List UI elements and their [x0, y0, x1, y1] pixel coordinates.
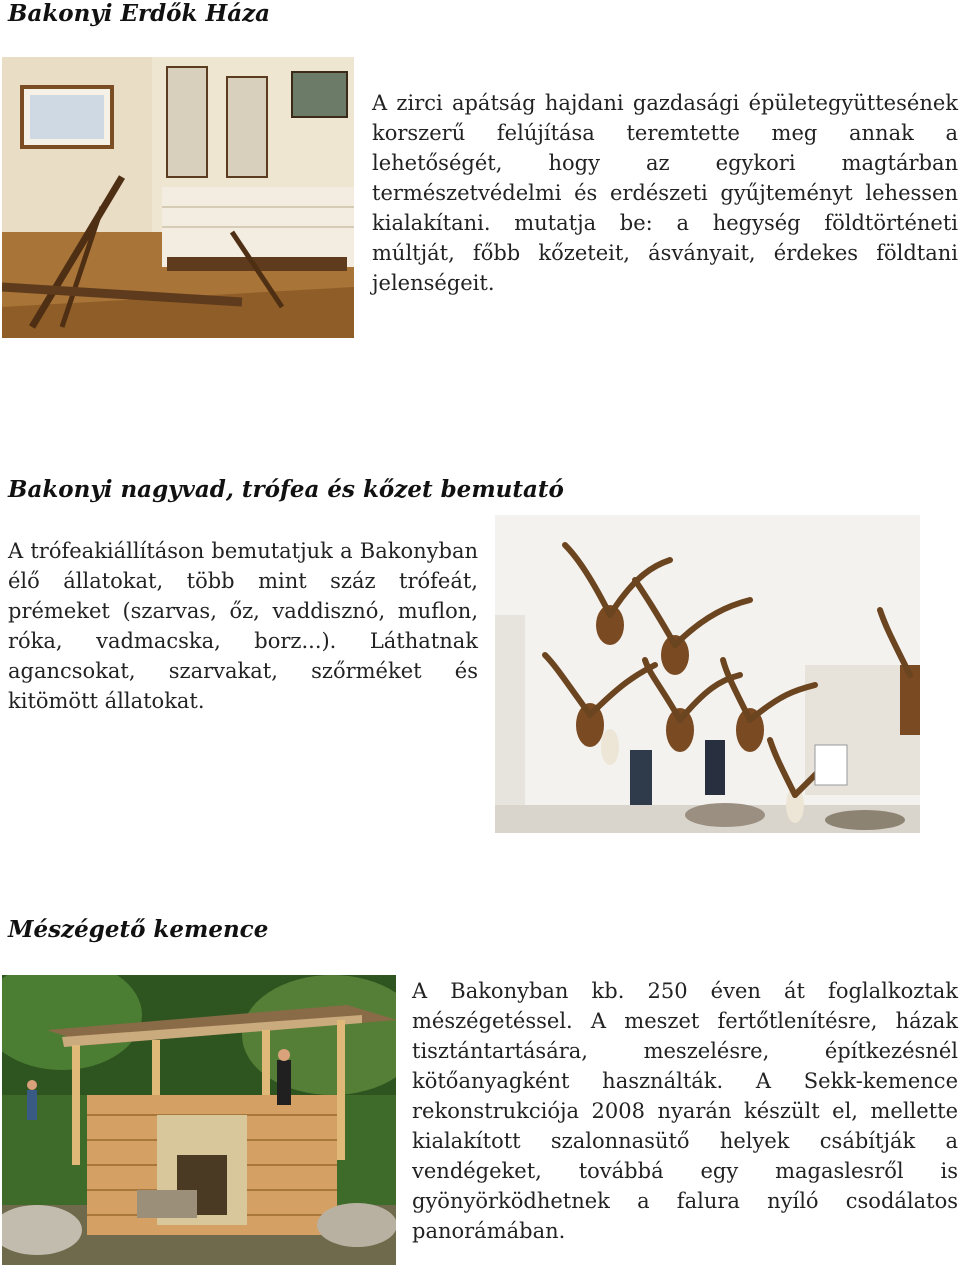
section-2-text: A trófeakiállításon bemutatjuk a Bakonyban élő állatokat, több mint száz trófeát, prémeket (szarvas, őz, vaddisznó, muflon, róka, vadmacska, borz...). Láthatnak agancsokat, szarvakat, szőrméket és kitömött állatokat. [8, 539, 478, 713]
section-2-heading: Bakonyi nagyvad, trófea és kőzet bemutató [8, 476, 564, 503]
museum-interior-photo [2, 57, 354, 338]
section-1-heading: Bakonyi Erdők Háza [8, 0, 271, 27]
section-3-heading: Mészégető kemence [8, 916, 269, 943]
trophy-wall-photo [495, 515, 920, 833]
section-3-text: A Bakonyban kb. 250 éven át foglalkoztak mészégetéssel. A meszet fertőtlenítésre, házak tisztántartására, meszelésre, építkezésnél kötőanyagként használták. A Sekk-kemence rekonstrukciója 2008 nyarán készült el, mellette kialakított szalonnasütő helyek csábítják a vendégeket, továbbá egy magaslesről is gyönyörködhetnek a falura nyíló csodálatos panorámában. [412, 979, 958, 1243]
section-1-text: A zirci apátság hajdani gazdasági épületegyüttesének korszerű felújítása teremtette meg annak a lehetőségét, hogy az egykori magtárban természetvédelmi és erdészeti gyűjteményt lehessen kialakítani. mutatja be: a hegység földtörténeti múltját, főbb kőzeteit, ásványait, érdekes földtani jelenségeit. [372, 91, 958, 295]
lime-kiln-photo [2, 975, 396, 1265]
